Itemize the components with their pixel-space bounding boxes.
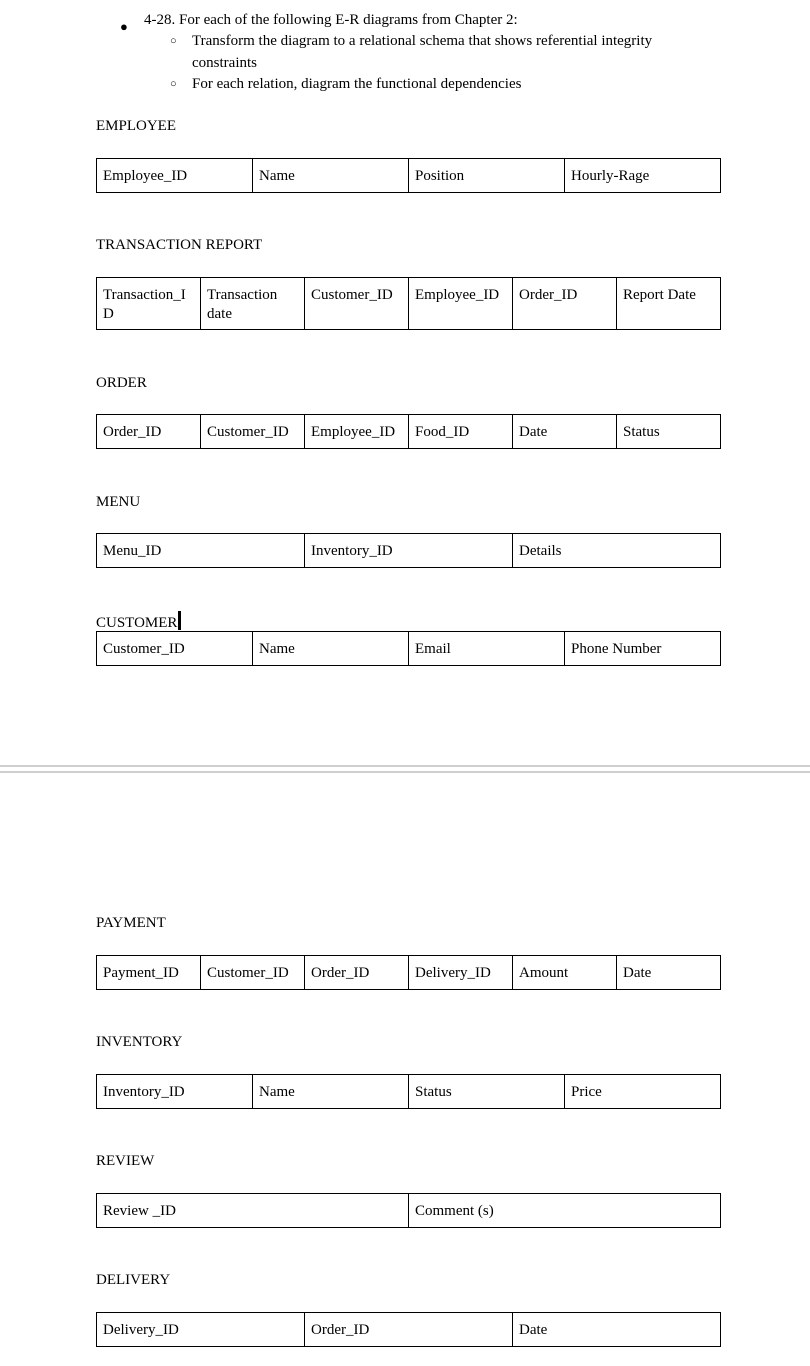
table-cell: Menu_ID bbox=[97, 534, 305, 568]
table-row bbox=[97, 415, 721, 449]
table-cell: Date bbox=[513, 415, 617, 449]
relation-title-delivery: DELIVERY bbox=[96, 1272, 171, 1288]
table-cell: Status bbox=[409, 1075, 565, 1109]
table-cell: Report Date bbox=[617, 278, 721, 330]
table-row bbox=[97, 1075, 721, 1109]
table-cell: Position bbox=[409, 159, 565, 193]
relation-table-transaction-report bbox=[96, 277, 721, 330]
relation-title-menu: MENU bbox=[96, 494, 141, 510]
table-cell: Customer_ID bbox=[201, 415, 305, 449]
page-break-divider bbox=[0, 765, 810, 773]
assignment-main-item: 4-28. For each of the following E-R diagrams from Chapter 2: bbox=[144, 12, 518, 28]
table-cell: Order_ID bbox=[513, 278, 617, 330]
table-cell: Customer_ID bbox=[201, 956, 305, 990]
table-cell: Inventory_ID bbox=[305, 534, 513, 568]
relation-title-order: ORDER bbox=[96, 375, 147, 391]
assignment-sub-item-1-cont: constraints bbox=[192, 55, 257, 71]
table-cell: Employee_ID bbox=[305, 415, 409, 449]
relation-title-review: REVIEW bbox=[96, 1153, 155, 1169]
table-cell: Order_ID bbox=[305, 956, 409, 990]
relation-title-transaction-report: TRANSACTION REPORT bbox=[96, 237, 263, 253]
table-cell: Delivery_ID bbox=[97, 1313, 305, 1347]
table-cell: Transaction_I D bbox=[97, 278, 201, 330]
relation-table-employee bbox=[96, 158, 721, 193]
sub-bullet-icon: ○ bbox=[170, 78, 177, 90]
table-row bbox=[97, 278, 721, 330]
table-cell: Date bbox=[513, 1313, 721, 1347]
relation-table-review bbox=[96, 1193, 721, 1228]
table-cell: Name bbox=[253, 159, 409, 193]
table-cell: Order_ID bbox=[305, 1313, 513, 1347]
table-cell: Amount bbox=[513, 956, 617, 990]
table-cell: Food_ID bbox=[409, 415, 513, 449]
table-cell: Delivery_ID bbox=[409, 956, 513, 990]
relation-title-employee: EMPLOYEE bbox=[96, 118, 176, 134]
table-cell: Phone Number bbox=[565, 632, 721, 666]
relation-table-inventory bbox=[96, 1074, 721, 1109]
relation-table-order bbox=[96, 414, 721, 449]
relation-title-payment: PAYMENT bbox=[96, 915, 166, 931]
table-row bbox=[97, 159, 721, 193]
relation-table-customer bbox=[96, 631, 721, 666]
table-row bbox=[97, 632, 721, 666]
table-cell: Status bbox=[617, 415, 721, 449]
table-cell: Customer_ID bbox=[97, 632, 253, 666]
bullet-icon: ● bbox=[120, 19, 128, 34]
assignment-sub-item-1: Transform the diagram to a relational schema that shows referential integrity bbox=[192, 33, 653, 49]
table-cell: Details bbox=[513, 534, 721, 568]
table-cell: Employee_ID bbox=[409, 278, 513, 330]
table-cell: Price bbox=[565, 1075, 721, 1109]
table-cell: Comment (s) bbox=[409, 1194, 721, 1228]
assignment-sub-item-2: For each relation, diagram the functional dependencies bbox=[192, 76, 522, 92]
relation-table-menu bbox=[96, 533, 721, 568]
table-row bbox=[97, 1313, 721, 1347]
relation-table-payment bbox=[96, 955, 721, 990]
table-row bbox=[97, 534, 721, 568]
table-cell: Name bbox=[253, 632, 409, 666]
relation-title-customer bbox=[96, 611, 181, 632]
table-cell: Name bbox=[253, 1075, 409, 1109]
table-cell: Transaction date bbox=[201, 278, 305, 330]
table-cell: Review _ID bbox=[97, 1194, 409, 1228]
table-cell: Customer_ID bbox=[305, 278, 409, 330]
table-cell: Email bbox=[409, 632, 565, 666]
table-cell: Employee_ID bbox=[97, 159, 253, 193]
table-cell: Hourly-Rage bbox=[565, 159, 721, 193]
table-row bbox=[97, 1194, 721, 1228]
sub-bullet-icon: ○ bbox=[170, 35, 177, 47]
table-cell: Date bbox=[617, 956, 721, 990]
table-cell: Inventory_ID bbox=[97, 1075, 253, 1109]
table-cell: Payment_ID bbox=[97, 956, 201, 990]
relation-table-delivery bbox=[96, 1312, 721, 1347]
table-cell: Order_ID bbox=[97, 415, 201, 449]
relation-title-inventory: INVENTORY bbox=[96, 1034, 183, 1050]
table-row bbox=[97, 956, 721, 990]
relation-title-customer-text: CUSTOMER bbox=[96, 615, 178, 631]
text-cursor bbox=[178, 611, 181, 630]
